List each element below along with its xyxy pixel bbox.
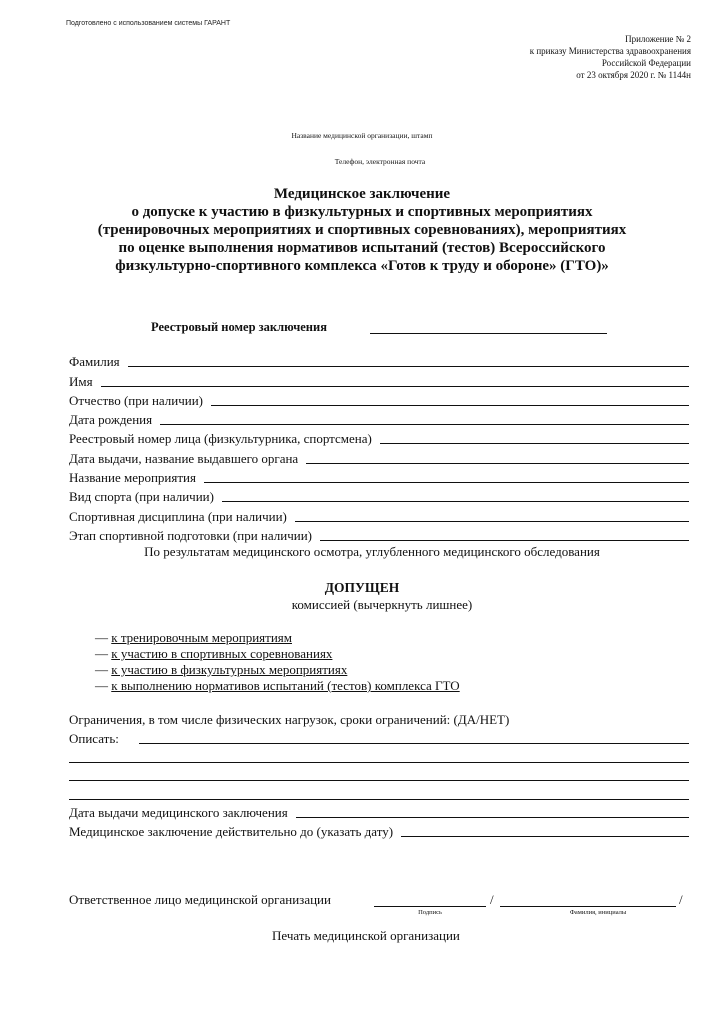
field-label: Описать: bbox=[69, 731, 119, 746]
describe-line[interactable] bbox=[69, 780, 689, 781]
option-competitions[interactable] bbox=[95, 646, 332, 661]
field-person-registry-number[interactable] bbox=[69, 430, 689, 446]
field-event-name[interactable] bbox=[69, 469, 689, 485]
signature-field[interactable] bbox=[374, 906, 486, 907]
field-label: Дата рождения bbox=[69, 412, 153, 427]
appendix-line: от 23 октября 2020 г. № 1144н bbox=[576, 70, 691, 80]
field-sport-type[interactable] bbox=[69, 488, 689, 504]
field-line[interactable] bbox=[320, 540, 689, 541]
field-line[interactable] bbox=[401, 836, 689, 837]
field-label: Название мероприятия bbox=[69, 470, 196, 485]
field-name[interactable] bbox=[69, 373, 689, 389]
registry-number-label: Реестровый номер заключения bbox=[151, 320, 327, 334]
option-label: к тренировочным мероприятиям bbox=[111, 630, 292, 645]
title-line: о допуске к участию в физкультурных и спортивных мероприятиях bbox=[131, 204, 593, 220]
field-label: Этап спортивной подготовки (при наличии) bbox=[69, 528, 312, 543]
field-line[interactable] bbox=[222, 501, 689, 502]
appendix-line: Российской Федерации bbox=[601, 58, 691, 68]
option-label: к участию в спортивных соревнованиях bbox=[111, 646, 333, 661]
option-dash: — bbox=[95, 662, 108, 677]
slash-separator: / bbox=[490, 892, 494, 907]
field-label: Отчество (при наличии) bbox=[69, 393, 204, 408]
field-label: Спортивная дисциплина (при наличии) bbox=[69, 509, 287, 524]
field-line[interactable] bbox=[380, 443, 689, 444]
field-line[interactable] bbox=[306, 463, 689, 464]
field-label: Имя bbox=[69, 374, 93, 389]
slash-separator: / bbox=[679, 892, 683, 907]
registry-number-field[interactable] bbox=[370, 333, 607, 334]
appendix-line: к приказу Министерства здравоохранения bbox=[529, 46, 691, 56]
field-birth-date[interactable] bbox=[69, 411, 689, 427]
field-training-stage[interactable] bbox=[69, 527, 689, 543]
title-line: физкультурно-спортивного комплекса «Готов к труду и обороне» (ГТО)» bbox=[115, 258, 609, 274]
field-label: Вид спорта (при наличии) bbox=[69, 489, 214, 504]
field-label: Дата выдачи медицинского заключения bbox=[69, 805, 288, 820]
option-dash: — bbox=[95, 678, 108, 693]
restrictions-label: Ограничения, в том числе физических нагрузок, сроки ограничений: (ДА/НЕТ) bbox=[69, 712, 510, 727]
field-label: Фамилия bbox=[69, 354, 120, 369]
field-label: Медицинское заключение действительно до (указать дату) bbox=[69, 824, 394, 839]
option-physical-events[interactable] bbox=[95, 662, 347, 677]
field-describe[interactable] bbox=[69, 730, 689, 746]
field-valid-until[interactable] bbox=[69, 823, 689, 839]
option-label: к участию в физкультурных мероприятиях bbox=[111, 662, 348, 677]
option-dash: — bbox=[95, 630, 108, 645]
field-line[interactable] bbox=[204, 482, 689, 483]
title-line: Медицинское заключение bbox=[273, 186, 451, 202]
seal-label: Печать медицинской организации bbox=[272, 928, 460, 943]
field-line[interactable] bbox=[101, 386, 689, 387]
field-line[interactable] bbox=[128, 366, 689, 367]
field-issue-date[interactable] bbox=[69, 804, 689, 820]
option-label: к выполнению нормативов испытаний (тестов) комплекса ГТО bbox=[111, 678, 460, 693]
describe-line[interactable] bbox=[69, 799, 689, 800]
title-line: (тренировочных мероприятиях и спортивных соревнованиях), мероприятиях bbox=[97, 222, 627, 238]
field-label: Дата выдачи, название выдавшего органа bbox=[69, 451, 299, 466]
appendix-block bbox=[530, 33, 691, 81]
admitted-heading: ДОПУЩЕН bbox=[324, 580, 400, 595]
field-line[interactable] bbox=[295, 521, 689, 522]
option-training[interactable] bbox=[95, 630, 292, 645]
name-initials-caption: Фамилия, инициалы bbox=[569, 909, 627, 916]
org-name-label: Название медицинской организации, штамп bbox=[291, 131, 433, 140]
field-line[interactable] bbox=[160, 424, 689, 425]
commission-note: комиссией (вычеркнуть лишнее) bbox=[291, 597, 473, 612]
field-line[interactable] bbox=[211, 405, 689, 406]
field-sport-discipline[interactable] bbox=[69, 508, 689, 524]
signature-caption: Подпись bbox=[418, 909, 442, 916]
field-line[interactable] bbox=[139, 743, 689, 744]
field-line[interactable] bbox=[296, 817, 689, 818]
field-label: Реестровый номер лица (физкультурника, спортсмена) bbox=[69, 431, 372, 446]
garant-note: Подготовлено с использованием системы ГАРАНТ bbox=[66, 20, 231, 27]
field-surname[interactable] bbox=[69, 353, 689, 369]
describe-line[interactable] bbox=[69, 762, 689, 763]
field-patronymic[interactable] bbox=[69, 392, 689, 408]
field-issue-info[interactable] bbox=[69, 450, 689, 466]
option-gto-tests[interactable] bbox=[95, 678, 460, 693]
name-initials-field[interactable] bbox=[500, 906, 676, 907]
exam-result-text: По результатам медицинского осмотра, углубленного медицинского обследования bbox=[144, 544, 600, 559]
title-line: по оценке выполнения нормативов испытаний (тестов) Всероссийского bbox=[118, 240, 606, 256]
option-dash: — bbox=[95, 646, 108, 661]
document-title bbox=[0, 185, 724, 275]
responsible-label: Ответственное лицо медицинской организации bbox=[69, 892, 331, 907]
appendix-line: Приложение № 2 bbox=[625, 34, 691, 44]
contact-label: Телефон, электронная почта bbox=[334, 157, 426, 166]
